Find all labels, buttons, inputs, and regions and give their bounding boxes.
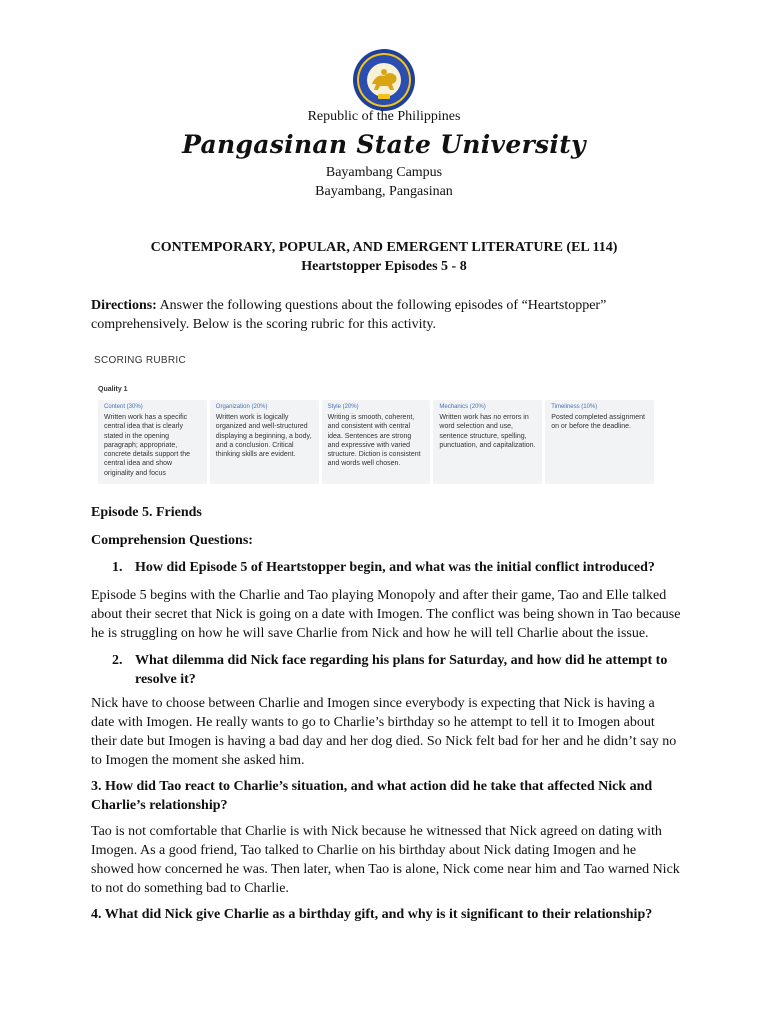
course-subtitle: Heartstopper Episodes 5 - 8	[301, 259, 467, 274]
rubric-criterion-name: Mechanics (20%)	[439, 404, 486, 410]
directions-text: Answer the following questions about the following episodes of “Heartstopper” comprehensively. Below is the scoring rubric for this activity.	[91, 298, 607, 332]
address-line: Bayambang, Pangasinan	[315, 184, 453, 199]
rubric-criterion-name: Organization (20%)	[215, 404, 268, 410]
answer-1: Episode 5 begins with the Charlie and Tao playing Monopoly and after their game, Tao and Elle talked about their secret that Nick is going on a date with Imogen. The conflict was being shown in Tao because he is struggling on how he will save Charlie from Nick and how he will tell Charlie about the issue.	[91, 588, 681, 641]
episode-title: Episode 5. Friends	[91, 505, 202, 520]
republic-line: Republic of the Philippines	[307, 109, 461, 124]
question-4: 4. What did Nick give Charlie as a birthday gift, and why is it significant to their relationship?	[91, 907, 653, 922]
question-number: 1.	[112, 560, 123, 575]
rubric-cell-style	[322, 400, 431, 484]
rubric-cell-mechanics	[433, 400, 542, 484]
question-3: 3. How did Tao react to Charlie’s situation, and what action did he take that affected Nick and Charlie’s relationship?	[91, 779, 653, 813]
rubric-cell-timeliness	[545, 400, 654, 484]
directions-label: Directions:	[91, 298, 157, 313]
rubric-cell-organization	[210, 400, 319, 484]
question-text: How did Episode 5 of Heartstopper begin, and what was the initial conflict introduced?	[135, 560, 655, 575]
rubric-criterion-name: Style (20%)	[327, 404, 359, 410]
rubric-criterion-name: Timeliness (10%)	[551, 404, 598, 410]
university-name: Pangasinan State University	[182, 130, 586, 159]
university-seal-icon	[352, 48, 416, 112]
answer-2: Nick have to choose between Charlie and Imogen since everybody is expecting that Nick is having a date with Imogen. He really wants to go to Charlie’s birthday so he attempt to tell it to Imogen about their date but Imogen is having a bad day and her dog died. So Nick felt bad for her and he didn’t say no to Imogen the moment she asked him.	[91, 696, 677, 768]
question-number: 2.	[112, 653, 123, 668]
question-1	[112, 558, 682, 577]
course-title: CONTEMPORARY, POPULAR, AND EMERGENT LITERATURE (EL 114)	[150, 240, 618, 255]
directions-paragraph	[91, 296, 681, 334]
rubric-table	[98, 400, 654, 484]
rubric-criterion-text: Written work is logically organized and well-structured displaying a beginning, a body, and a conclusion. Critical thinking skills are evident.	[215, 414, 312, 459]
campus-line: Bayambang Campus	[325, 165, 443, 180]
rubric-quality: Quality 1	[98, 386, 128, 393]
rubric-criterion-text: Written work has no errors in word selection and use, sentence structure, spelling, punctuation, and capitalization.	[439, 414, 536, 449]
section-heading: Comprehension Questions:	[91, 533, 253, 548]
rubric-cell-content	[98, 400, 207, 484]
rubric-title: SCORING RUBRIC	[94, 355, 186, 366]
answer-3: Tao is not comfortable that Charlie is with Nick because he witnessed that Nick agreed on dating with Imogen. As a good friend, Tao talked to Charlie on his birthday about Nick dating Imogen and he showed how concerned he was. Then later, when Tao is alone, Nick come near him and Tao warned Nick to not do something bad to Charlie.	[91, 824, 680, 896]
rubric-criterion-text: Written work has a specific central idea that is clearly stated in the opening paragraph; appropriate, concrete details support the central idea and show originality and focus	[104, 414, 190, 477]
question-text: What dilemma did Nick face regarding his plans for Saturday, and how did he attempt to resolve it?	[135, 653, 668, 687]
rubric-criterion-text: Posted completed assignment on or before the deadline.	[551, 414, 645, 431]
rubric-criterion-name: Content (30%)	[104, 404, 143, 410]
question-2	[112, 651, 682, 689]
rubric-criterion-text: Writing is smooth, coherent, and consistent with central idea. Sentences are strong and expressive with varied structure. Diction is consistent and words well chosen.	[327, 414, 421, 468]
